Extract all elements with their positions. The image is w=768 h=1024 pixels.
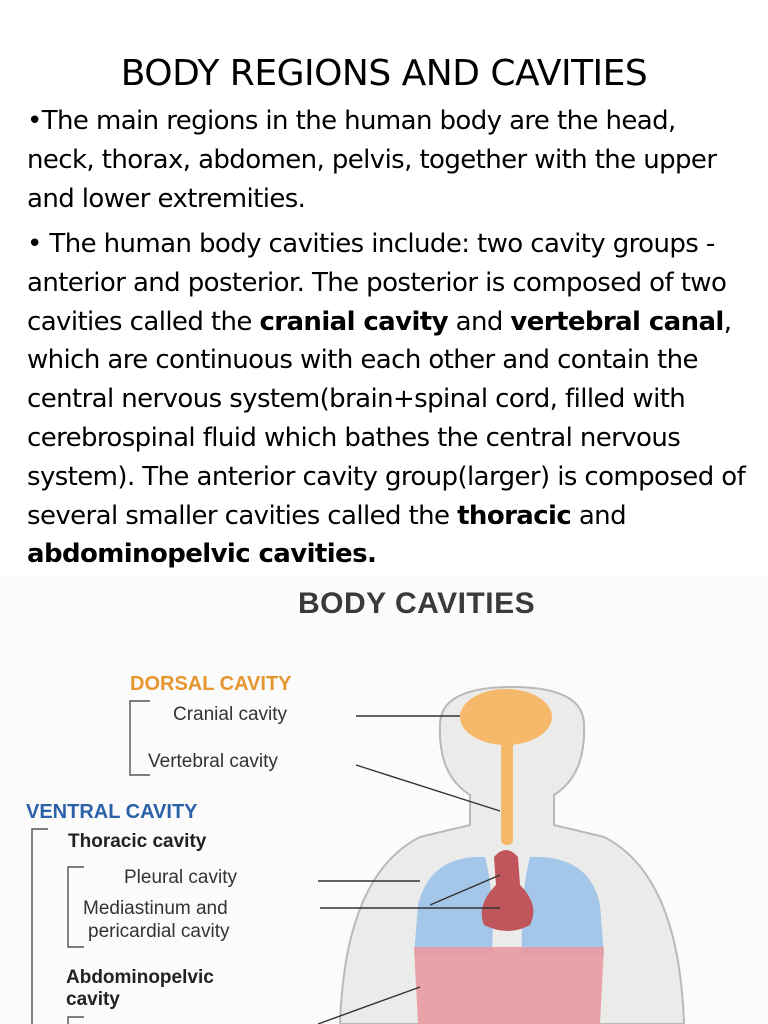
bullet-regions [27, 102, 747, 218]
vertebral-canal-shape [501, 735, 513, 845]
dorsal-bracket [130, 701, 150, 775]
thoracic-bracket [68, 867, 84, 947]
slide-title: BODY REGIONS AND CAVITIES [120, 53, 648, 94]
body-illustration [0, 575, 768, 1024]
abdominopelvic-bracket [68, 1017, 84, 1024]
bullet-cavities-text-1: The human body cavities include: two cavity groups - anterior and posterior. The posterior is composed of two cavities called the [27, 229, 727, 337]
bullet-regions-text: The main regions in the human body are the head, neck, thorax, abdomen, pelvis, together with the upper and lower extremities. [27, 106, 717, 214]
ventral-bracket [32, 829, 48, 1024]
term-cranial-cavity: cranial cavity [259, 306, 448, 337]
term-thoracic: thoracic [457, 500, 572, 531]
dorsal-cavity-heading: DORSAL CAVITY [130, 673, 292, 695]
vertebral-cavity-label: Vertebral cavity [148, 751, 278, 772]
mediastinum-label-2: pericardial cavity [88, 921, 230, 942]
bullet-marker: • [27, 106, 42, 136]
figure-title: BODY CAVITIES [298, 587, 536, 620]
term-vertebral-canal: vertebral canal [510, 306, 724, 337]
ventral-cavity-heading: VENTRAL CAVITY [26, 801, 198, 823]
abdominopelvic-label-1: Abdominopelvic [66, 967, 214, 988]
thoracic-cavity-label: Thoracic cavity [68, 831, 207, 852]
bullet-cavities-text-3: , which are continuous with each other and contain the central nervous system(brain+spinal cord, filled with cerebrospinal fluid which bathes the central nervous system). The anterior cavity group(larger) is composed of several smaller cavities called the [27, 306, 746, 531]
cranial-cavity-label: Cranial cavity [173, 704, 288, 725]
body-cavities-figure [0, 575, 768, 1024]
bullet-marker: • [27, 229, 42, 259]
term-abdominopelvic-cavities: abdominopelvic cavities. [27, 539, 377, 570]
pleural-cavity-label: Pleural cavity [124, 867, 237, 888]
abdominopelvic-shape [414, 947, 604, 1024]
abdominopelvic-label-2: cavity [66, 989, 120, 1010]
bullet-cavities-text-2: and [447, 306, 511, 337]
bullet-cavities [27, 225, 747, 574]
mediastinum-label-1: Mediastinum and [83, 898, 228, 919]
bullet-cavities-text-4: and [571, 500, 626, 531]
